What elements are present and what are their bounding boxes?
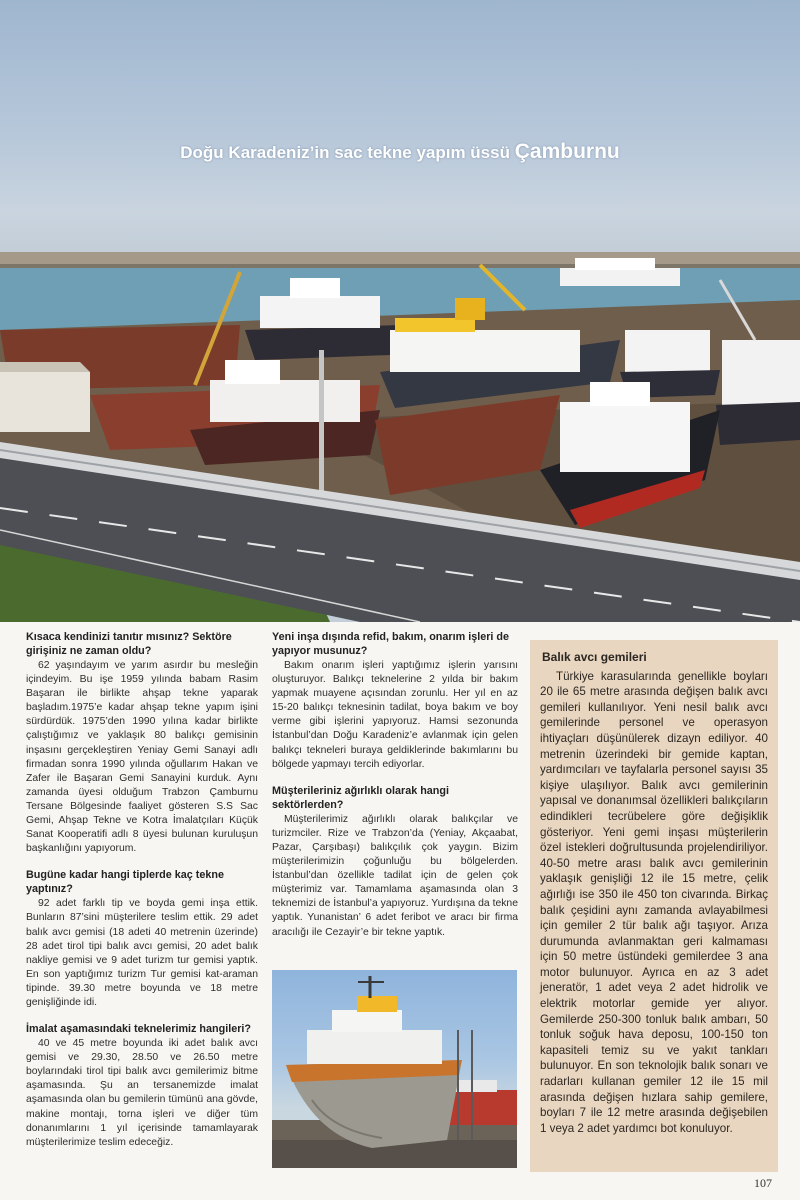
hero-title-prefix: Doğu Karadeniz’in sac tekne yapım üssü (180, 143, 510, 162)
answer-paragraph: 40 ve 45 metre boyunda iki adet balık avcı gemisi ve 29.30, 28.50 ve 26.50 metre boylarındaki tirol tipi balık avcı gemilerimiz bitme aşamasında. Şu an tersanemizde imalat aşamasında olan bu gemilerin tümünü ana gövde, makine montajı, torna işleri ve diğer tüm donanımlarını 1 yıl içerisinde tamamlayarak müşterilerimize teslim edeceğiz. (26, 1038, 258, 1148)
page-number: 107 (754, 1176, 772, 1190)
answer-paragraph: 92 adet farklı tip ve boyda gemi inşa ettik. Bunların 87’sini müşterilere teslim ettik. 29 adet balık avcı gemisi (18 adeti 40 metrenin üzerinde) 28 adet tirol tipi balık avcı gemisi, 20 adet balık nakliye gemisi ve 9 adet turizm tur gemisi yaptık. En son yaptığımız turizm Tur gemisi kat-araman tipinde. 39.30 metre boyunda ve 18 metre genişliğinde idi. (26, 898, 258, 1008)
answer-paragraph: Müşterilerimiz ağırlıklı olarak balıkçılar ve turizmciler. Rize ve Trabzon’da (Yeniay, Akçaabat, Pazar, Çarşıbaşı) balıkçılık çok yaygın. Bizim müşterilerimizin çoğunluğu bu bölgelerden. İstanbul’dan özellikle tadilat için de gelen çok müşterimiz var. Tamamlama aşamasında olan 3 teknemizi de İstanbul’a yapıyoruz. Yurdışına da tekne yaptık. Yunanistan’ 6 adet feribot ve aracı bir firma aracılığı ile Cezayir’e bir tekne yaptık. (272, 813, 518, 938)
answer-paragraph: 62 yaşındayım ve yarım asırdır bu mesleğin içindeyim. Bu işe 1959 yılında babam Rasim Başaran ile birlikte ahşap tekne yaparak başladım.1975’e kadar ahşap tekne yapım işini sürdürdük. 1975’den 1990 yılına kadar birlikte çalıştığımız ve yaklaşık 80 balıkçı gemisinin inşasını gerçekleştiren Yeniay Gemi Sanayi adlı firmadan sonra 1990 yılında oğullarım Hakan ve Zafer ile Başaran Gemi Sanayini kurduk. Aynı zamanda üyesi olduğum Trabzon Çamburnu Tersane Bölgesinde faaliyet gösteren S.S Sac Gemi, Ahşap Tekne ve Kotra İmalatçıları Küçük Sanat Kooperatifi adlı 8 üyesi bulunan kuruluşun başkanlığını yapıyorum. (26, 660, 258, 855)
sidebar-title: Balık avcı gemileri (542, 650, 647, 664)
sidebar-box (530, 640, 778, 1172)
ship-in-drydock-illustration (272, 970, 517, 1168)
article-column-2 (272, 630, 518, 940)
answer-paragraph: Bakım onarım işleri yaptığımız işlerin yarısını oluşturuyor. Balıkçı teknelerine 2 yılda bir bakım yapmak muayene açısından zorunlu. Her yıl en az 15-20 balıkçı teknesinin tadilat, boya bakım ve boy verme gibi işlerini yapıyoruz. Hamsi sezonunda İstanbul’dan Doğu Karadeniz’e avlanmak için gelen balıkçı tekneleri buraya geldiklerinde bakımlarını bu bölgede yapmayı tercih ediyorlar. (272, 660, 518, 770)
question-heading: Kısaca kendinizi tanıtır mısınız? Sektöre girişiniz ne zaman oldu? (26, 631, 232, 657)
question-heading: İmalat aşamasındaki teknelerimiz hangileri? (26, 1023, 252, 1036)
question-heading: Yeni inşa dışında refid, bakım, onarım işleri de yapıyor musunuz? (272, 631, 510, 657)
hero-title-place: Çamburnu (514, 140, 620, 163)
question-heading: Müşterileriniz ağırlıklı olarak hangi sektörlerden? (272, 784, 449, 811)
ship-photo (272, 970, 517, 1168)
question-heading: Bugüne kadar hangi tiplerde kaç tekne yaptınız? (26, 869, 224, 896)
article-column-1 (26, 630, 258, 1150)
hero-title (0, 140, 800, 164)
sidebar-text: Türkiye karasularında genellikle boyları 20 ile 65 metre arasında değişen balık avcı gemileri kullanılıyor. Yeni nesil balık avcı gemilerinde personel ve operasyon ihtiyaçları düşünülerek dizayn ediliyor. 40 metrenin üzerindeki bir gemide kaptan, yardımcıları ve tayfalarla personel sayısı 35 kişiye ulaşılıyor. Balık avcı gemilerinin yapısal ve donanımsal özellikleri balıkçıların edindikleri tecrübelere göre değişiklik gösteriyor. Yeni gemi inşası müşterilerin özel istekleri doğrultusunda projelendiriliyor. 40-50 metre arası balık avcı gemilerinin yaklaşık genişliği 12 ile 15 metre, çelik ağırlığı ise 350 ile 450 ton civarında. Birkaç balık çeşidini aynı zamanda avlayabilmesi için gemiler 2 tür balık ağı taşıyor. Arıza durumunda avlanmaktan geri kalmaması için 50 metre üstündeki gemilerdee 3 ana motor bulunuyor. Ayrıca en az 3 adet jeneratör, 1 adet veya 2 adet hidrolik ve elektrik motorlar gemide yer alıyor. Gemilerde 250-300 tonluk balık ambarı, 50 tonluk soğuk hava deposu, 100-150 ton kapasiteli temiz su ve yakıt tankları bulunuyor. En son teknolojik balık sonarı ve radarları kullanan gemiler 12 ile 15 mil arasında değişen hızlara sahip gemilere, boyları 7 ile 12 metre arasında değişebilen 1 veya 2 adet yardımcı bot konuluyor. (540, 669, 768, 1135)
